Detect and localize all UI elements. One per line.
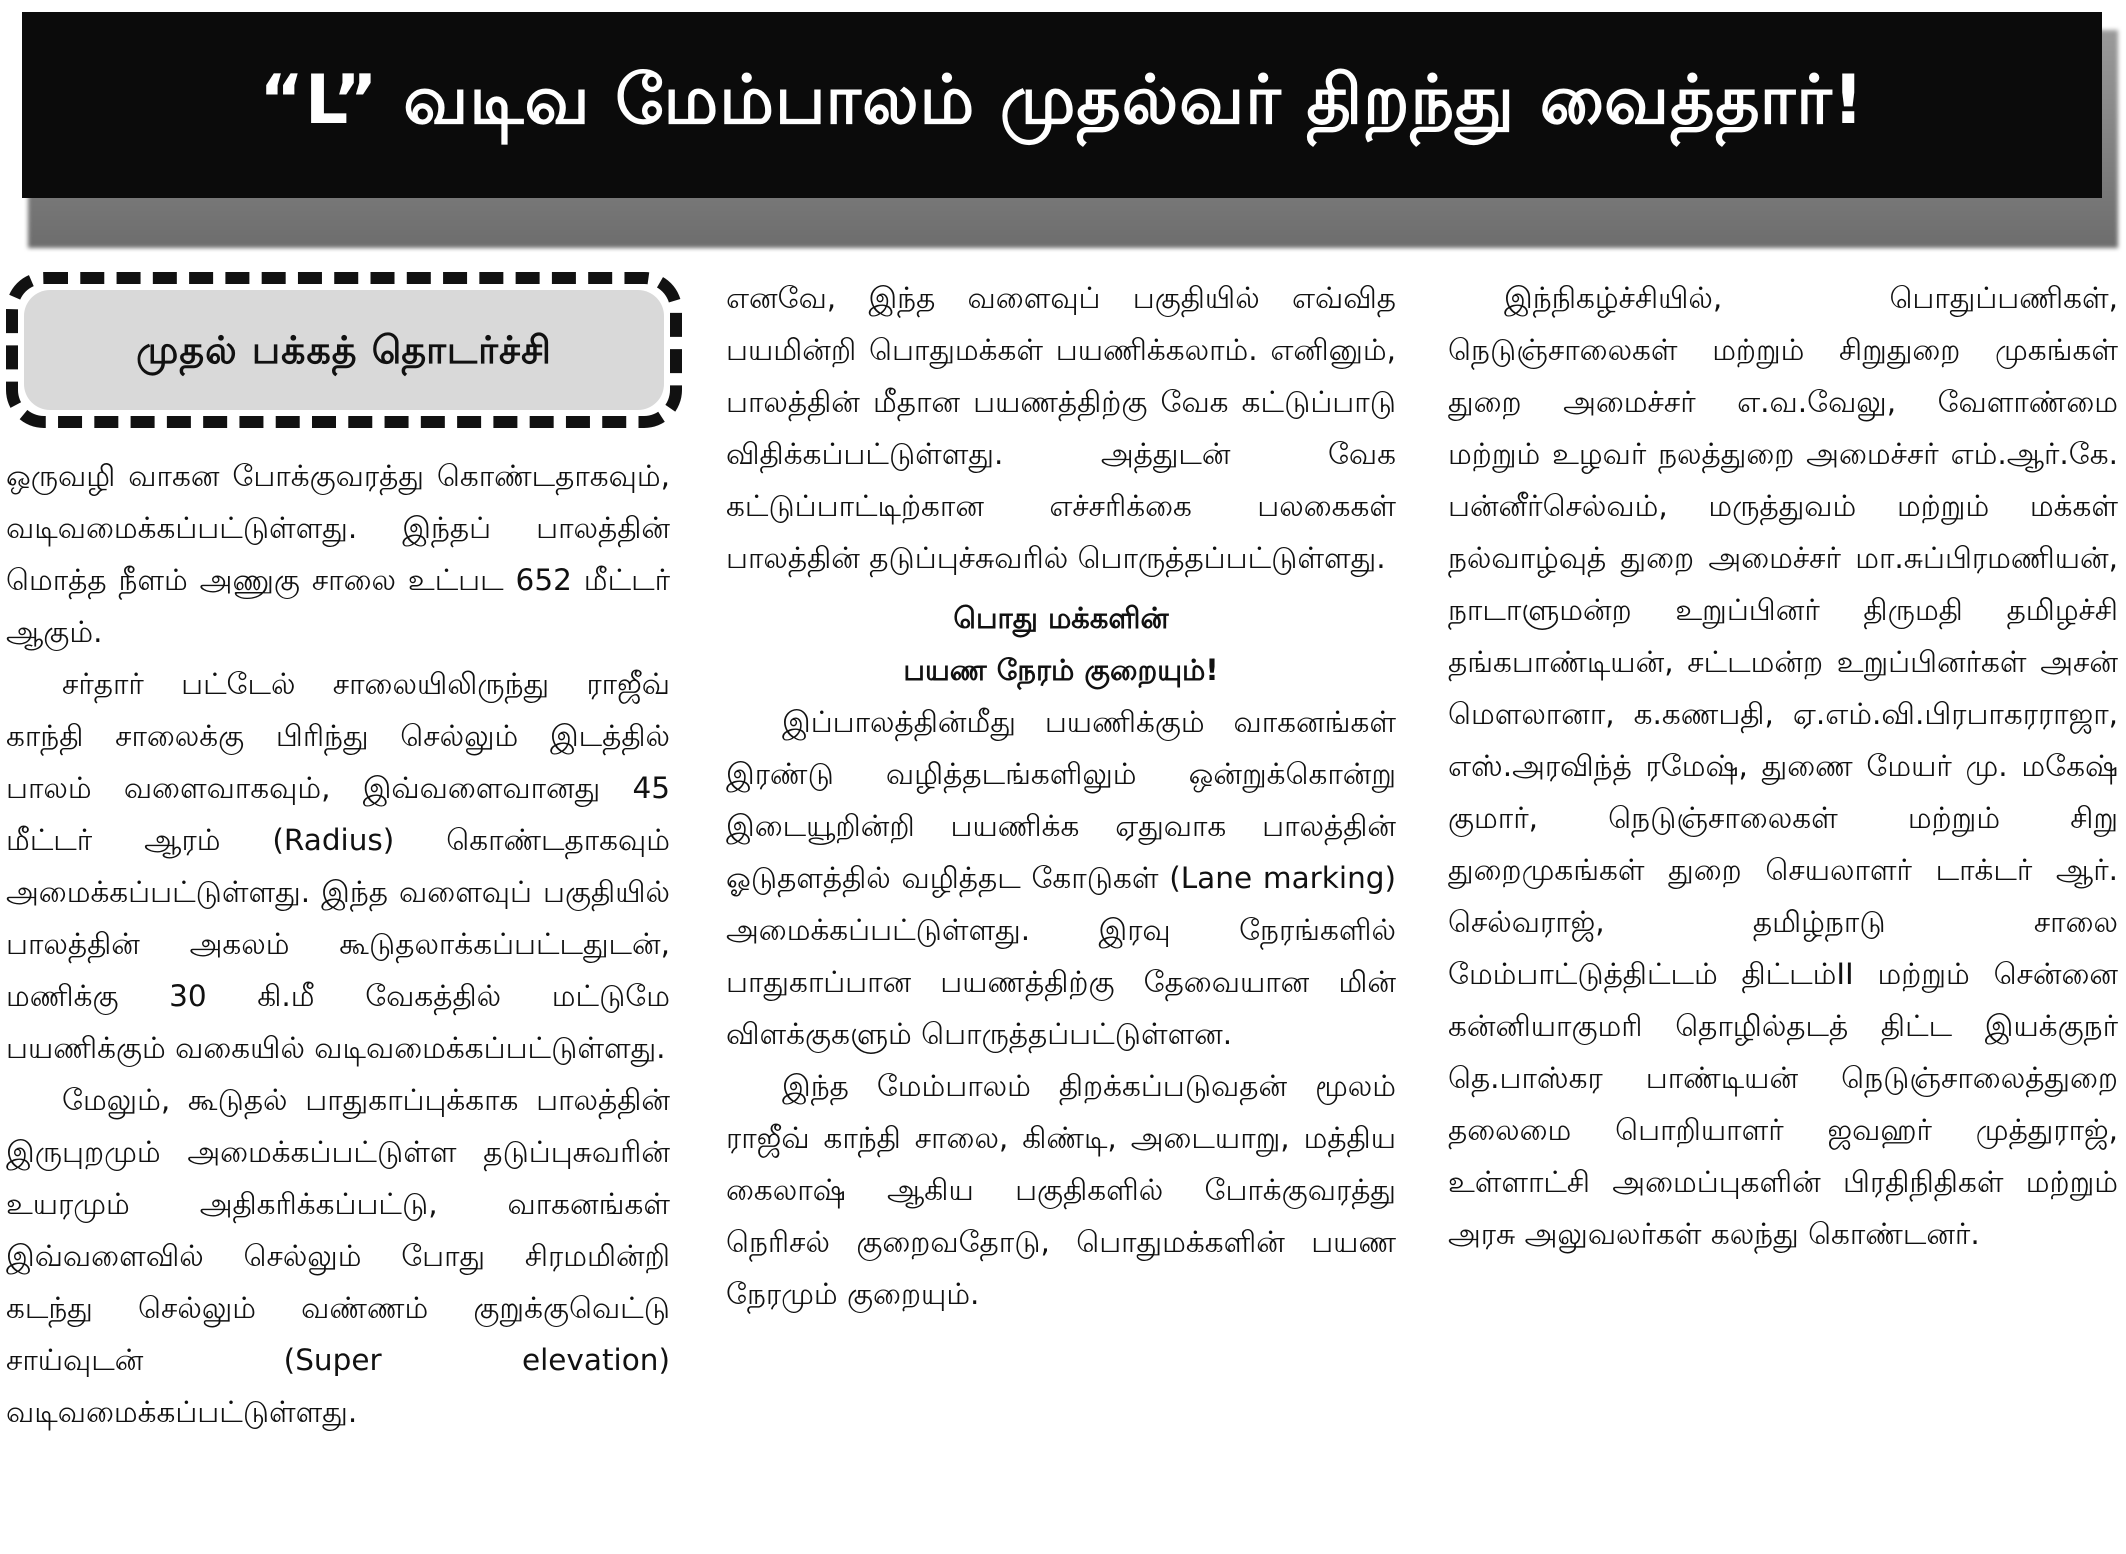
subheading: [726, 592, 1396, 696]
continuation-label: முதல் பக்கத் தொடர்ச்சி: [136, 328, 552, 372]
headline-banner: [22, 12, 2102, 198]
article-columns: [0, 272, 2126, 1554]
column-3: [1448, 272, 2118, 1260]
paragraph: இப்பாலத்தின்மீது பயணிக்கும் வாகனங்கள் இரண்டு வழித்தடங்களிலும் ஒன்றுக்கொன்று இடையூறின்றி பயணிக்க ஏதுவாக பாலத்தின் ஓடுதளத்தில் வழித்தட கோடுகள் (Lane marking) அமைக்கப்பட்டுள்ளது. இரவு நேரங்களில் பாதுகாப்பான பயணத்திற்கு தேவையான மின் விளக்குகளும் பொருத்தப்பட்டுள்ளன.: [726, 705, 1396, 1051]
paragraph: மேலும், கூடுதல் பாதுகாப்புக்காக பாலத்தின் இருபுறமும் அமைக்கப்பட்டுள்ள தடுப்புசுவரின் உயரமும் அதிகரிக்கப்பட்டு, வாகனங்கள் இவ்வளைவில் செல்லும் போது சிரமமின்றி கடந்து செல்லும் வண்ணம் குறுக்குவெட்டு சாய்வுடன் (Super elevation) வடிவமைக்கப்பட்டுள்ளது.: [6, 1083, 670, 1429]
paragraph: ஒருவழி வாகன போக்குவரத்து கொண்டதாகவும், வடிவமைக்கப்பட்டுள்ளது. இந்தப் பாலத்தின் மொத்த நீளம் அணுகு சாலை உட்பட 652 மீட்டர் ஆகும்.: [6, 459, 670, 649]
paragraph: இந்நிகழ்ச்சியில், பொதுப்பணிகள், நெடுஞ்சாலைகள் மற்றும் சிறுதுறை முகங்கள் துறை அமைச்சர் எ.வ.வேலு, வேளாண்மை மற்றும் உழவர் நலத்துறை அமைச்சர் எம்.ஆர்.கே. பன்னீர்செல்வம், மருத்துவம் மற்றும் மக்கள் நல்வாழ்வுத் துறை அமைச்சர் மா.சுப்பிரமணியன், நாடாளுமன்ற உறுப்பினர் திருமதி தமிழச்சி தங்கபாண்டியன், சட்டமன்ற உறுப்பினர்கள் அசன் மௌலானா, க.கணபதி, ஏ.எம்.வி.பிரபாகரராஜா, எஸ்.அரவிந்த் ரமேஷ், துணை மேயர் மு. மகேஷ் குமார், நெடுஞ்சாலைகள் மற்றும் சிறு துறைமுகங்கள் துறை செயலாளர் டாக்டர் ஆர். செல்வராஜ், தமிழ்நாடு சாலை மேம்பாட்டுத்திட்டம் திட்டம்II மற்றும் சென்னை கன்னியாகுமரி தொழில்தடத் திட்ட இயக்குநர் தெ.பாஸ்கர பாண்டியன் நெடுஞ்சாலைத்துறை தலைமை பொறியாளர் ஜவஹர் முத்துராஜ், உள்ளாட்சி அமைப்புகளின் பிரதிநிதிகள் மற்றும் அரசு அலுவலர்கள் கலந்து கொண்டனர்.: [1448, 281, 2118, 1251]
paragraph: எனவே, இந்த வளைவுப் பகுதியில் எவ்வித பயமின்றி பொதுமக்கள் பயணிக்கலாம். எனினும், பாலத்தின் மீதான பயணத்திற்கு வேக கட்டுப்பாடு விதிக்கப்பட்டுள்ளது. அத்துடன் வேக கட்டுப்பாட்டிற்கான எச்சரிக்கை பலகைகள் பாலத்தின் தடுப்புச்சுவரில் பொருத்தப்பட்டுள்ளது.: [726, 281, 1396, 575]
headline: “L” வடிவ மேம்பாலம் முதல்வர் திறந்து வைத்தார்!: [259, 61, 1865, 140]
column-1: [6, 272, 670, 1438]
column-2: [726, 272, 1396, 1320]
continuation-box: [6, 272, 682, 428]
subheading-line-2: பயண நேரம் குறையும்!: [903, 653, 1219, 687]
continuation-box-inner: [24, 290, 664, 410]
paragraph: சர்தார் பட்டேல் சாலையிலிருந்து ராஜீவ் காந்தி சாலைக்கு பிரிந்து செல்லும் இடத்தில் பாலம் வளைவாகவும், இவ்வளைவானது 45 மீட்டர் ஆரம் (Radius) கொண்டதாகவும் அமைக்கப்பட்டுள்ளது. இந்த வளைவுப் பகுதியில் பாலத்தின் அகலம் கூடுதலாக்கப்பட்டதுடன், மணிக்கு 30 கி.மீ வேகத்தில் மட்டுமே பயணிக்கும் வகையில் வடிவமைக்கப்பட்டுள்ளது.: [6, 667, 670, 1065]
paragraph: இந்த மேம்பாலம் திறக்கப்படுவதன் மூலம் ராஜீவ் காந்தி சாலை, கிண்டி, அடையாறு, மத்திய கைலாஷ் ஆகிய பகுதிகளில் போக்குவரத்து நெரிசல் குறைவதோடு, பொதுமக்களின் பயண நேரமும் குறையும்.: [726, 1069, 1396, 1311]
subheading-line-1: பொது மக்களின்: [953, 601, 1169, 635]
